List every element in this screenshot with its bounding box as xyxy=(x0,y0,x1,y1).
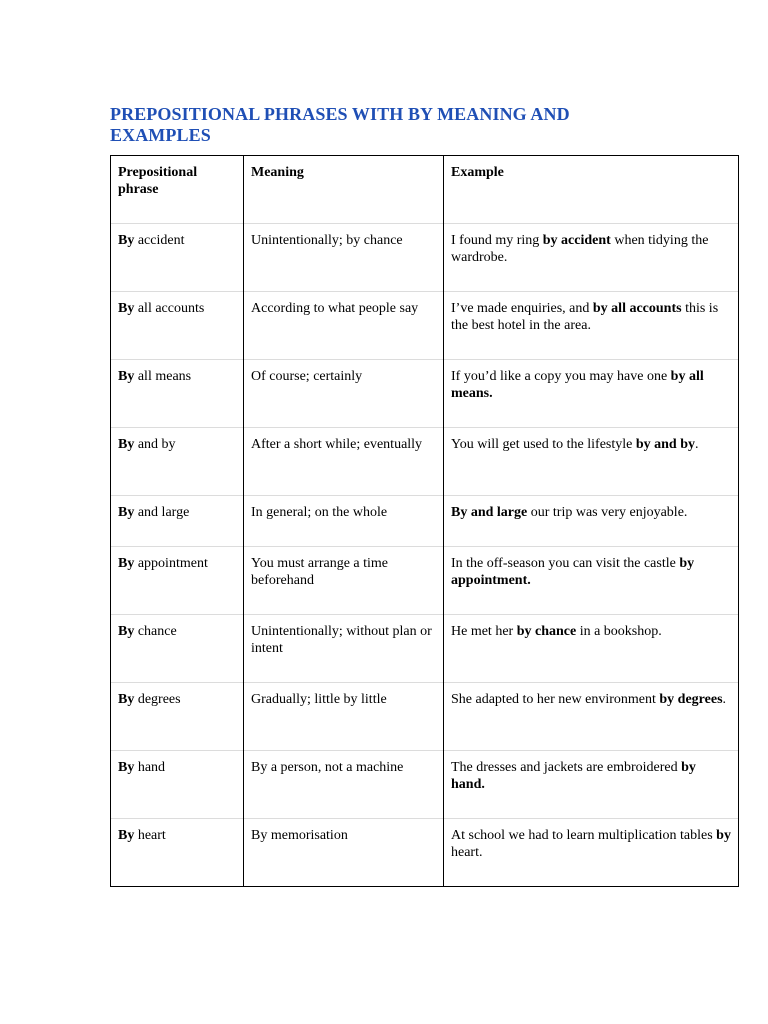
bold-text: By xyxy=(118,828,135,843)
phrase-cell xyxy=(111,496,244,547)
text-run: hand xyxy=(134,760,166,775)
example-cell xyxy=(444,360,739,428)
phrase-cell xyxy=(111,615,244,683)
table-row xyxy=(111,547,739,615)
text-run: degrees xyxy=(134,692,181,707)
example-cell xyxy=(444,292,739,360)
example-cell xyxy=(444,615,739,683)
text-run: when tidying the wardrobe. xyxy=(451,233,709,265)
bold-text: by accident xyxy=(542,233,611,248)
table-row xyxy=(111,360,739,428)
text-run: this is the best hotel in the area. xyxy=(451,301,719,333)
text-run: and large xyxy=(134,505,190,520)
text-run: I’ve made enquiries, and xyxy=(451,301,593,316)
text-run: I found my ring xyxy=(451,233,543,248)
table-row xyxy=(111,428,739,496)
table-row xyxy=(111,496,739,547)
bold-text: By xyxy=(118,369,135,384)
table-body xyxy=(111,224,739,887)
meaning-cell: By memorisation xyxy=(244,819,444,887)
document-title: PREPOSITIONAL PHRASES WITH BY MEANING AND EXAMPLES xyxy=(110,104,570,145)
example-cell xyxy=(444,751,739,819)
text-run: appointment xyxy=(134,556,208,571)
table-row xyxy=(111,224,739,292)
bold-text: By and large xyxy=(451,505,528,520)
phrase-cell xyxy=(111,428,244,496)
text-run: The dresses and jackets are embroidered xyxy=(451,760,682,775)
bold-text: By xyxy=(118,301,135,316)
text-run: If you’d like a copy you may have one xyxy=(451,369,671,384)
bold-text: By xyxy=(118,556,135,571)
meaning-cell: Gradually; little by little xyxy=(244,683,444,751)
phrases-table xyxy=(110,155,739,887)
table-header-row xyxy=(111,156,739,224)
example-cell xyxy=(444,683,739,751)
bold-text: by appointment. xyxy=(451,556,695,588)
bold-text: by all accounts xyxy=(592,301,682,316)
example-cell xyxy=(444,819,739,887)
phrase-cell xyxy=(111,360,244,428)
phrase-cell xyxy=(111,751,244,819)
meaning-cell: By a person, not a machine xyxy=(244,751,444,819)
text-run: heart. xyxy=(451,845,483,860)
meaning-cell: Unintentionally; by chance xyxy=(244,224,444,292)
text-run: . xyxy=(695,437,699,452)
table-row xyxy=(111,292,739,360)
header-meaning: Meaning xyxy=(244,156,444,224)
text-run: In the off-season you can visit the castle xyxy=(451,556,680,571)
example-cell xyxy=(444,547,739,615)
bold-text: by hand. xyxy=(451,760,696,792)
bold-text: By xyxy=(118,505,135,520)
meaning-cell: After a short while; eventually xyxy=(244,428,444,496)
text-run: At school we had to learn multiplication tables xyxy=(451,828,717,843)
bold-text: By xyxy=(118,760,135,775)
table-row xyxy=(111,751,739,819)
meaning-cell: In general; on the whole xyxy=(244,496,444,547)
phrase-cell xyxy=(111,547,244,615)
meaning-cell: Of course; certainly xyxy=(244,360,444,428)
text-run: all accounts xyxy=(134,301,205,316)
text-run: in a bookshop. xyxy=(576,624,662,639)
text-run: chance xyxy=(134,624,177,639)
bold-text: by chance xyxy=(516,624,577,639)
text-run: He met her xyxy=(451,624,517,639)
header-prepositional-phrase: Prepositional phrase xyxy=(111,156,244,224)
bold-text: By xyxy=(118,437,135,452)
bold-text: By xyxy=(118,233,135,248)
text-run: and by xyxy=(134,437,176,452)
bold-text: by all means. xyxy=(451,369,704,401)
bold-text: By xyxy=(118,624,135,639)
example-cell xyxy=(444,496,739,547)
bold-text: by degrees xyxy=(659,692,723,707)
example-cell xyxy=(444,428,739,496)
table-row xyxy=(111,819,739,887)
example-cell xyxy=(444,224,739,292)
header-example: Example xyxy=(444,156,739,224)
text-run: She adapted to her new environment xyxy=(451,692,660,707)
meaning-cell: You must arrange a time beforehand xyxy=(244,547,444,615)
phrase-cell xyxy=(111,683,244,751)
meaning-cell: Unintentionally; without plan or intent xyxy=(244,615,444,683)
text-run: our trip was very enjoyable. xyxy=(527,505,688,520)
meaning-cell: According to what people say xyxy=(244,292,444,360)
bold-text: by and by xyxy=(635,437,695,452)
text-run: . xyxy=(722,692,727,707)
phrase-cell xyxy=(111,819,244,887)
bold-text: by xyxy=(716,828,731,843)
text-run: You will get used to the lifestyle xyxy=(451,437,636,452)
text-run: accident xyxy=(134,233,185,248)
table-row xyxy=(111,683,739,751)
bold-text: By xyxy=(118,692,135,707)
text-run: all means xyxy=(134,369,192,384)
text-run: heart xyxy=(134,828,166,843)
table-row xyxy=(111,615,739,683)
phrase-cell xyxy=(111,224,244,292)
phrase-cell xyxy=(111,292,244,360)
